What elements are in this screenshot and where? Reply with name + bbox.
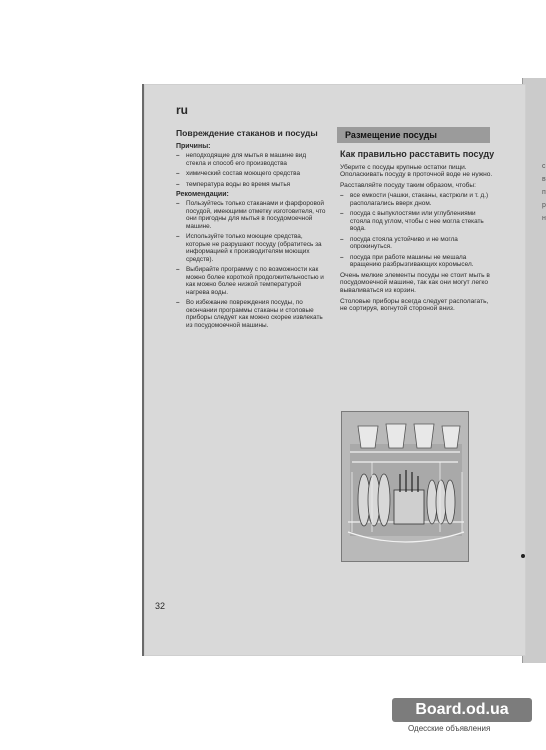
- list-item: – Выбирайте программу с по возможности как можно более короткой продолжительностью и как можно более низкой температурой нагрева воды.: [176, 266, 326, 296]
- list-item: – Пользуйтесь только стаканами и фарфоровой посудой, имеющими отметку изготовителя, что они пригодны для мытья в посудомоечной машине.: [176, 200, 326, 230]
- section-banner: Размещение посуды: [337, 127, 490, 143]
- page-number: 32: [155, 601, 166, 611]
- cutlery-paragraph: Столовые приборы всегда следует располагать, не сортируя, вогнутой стороной вниз.: [340, 297, 489, 313]
- causes-list: [176, 152, 326, 188]
- small-items-paragraph: Очень мелкие элементы посуды не стоит мыть в посудомоечной машине, так как они могут легко вываливаться из корзин.: [340, 271, 490, 294]
- recommendations-list: [176, 200, 326, 329]
- list-item: – посуда стояла устойчиво и не могла опрокинуться.: [340, 236, 497, 251]
- language-code: ru: [176, 103, 188, 117]
- list-item: – температура воды во время мытья: [176, 181, 326, 189]
- list-item: – неподходящие для мытья в машине вид стекла и способ его производства: [176, 152, 326, 167]
- dishwasher-rack-illustration: [341, 411, 469, 562]
- list-item: – химический состав моющего средства: [176, 170, 326, 178]
- edge-letter: р: [542, 202, 546, 209]
- watermark-logo: Board.od.ua: [392, 698, 532, 722]
- list-item: – посуда при работе машины не мешала вращению разбрызгивающих коромысел.: [340, 254, 497, 269]
- section-title-damage: Повреждение стаканов и посуды: [176, 128, 318, 138]
- watermark-subtitle: Одесские объявления: [408, 724, 491, 733]
- list-item: – посуда с выпуклостями или углублениями стояла под углом, чтобы с нее могла стекать вода.: [340, 210, 497, 233]
- intro-paragraph: Расставляйте посуду таким образом, чтобы:: [340, 181, 476, 189]
- page-mark-dot: [521, 554, 525, 558]
- causes-heading: Причины:: [176, 143, 211, 150]
- left-column: [176, 128, 326, 332]
- list-item: – Во избежание повреждения посуды, по окончании программы стаканы и столовые приборы следует как можно скорее извлекать из посудомоечной машины.: [176, 299, 326, 329]
- edge-letter: н: [542, 215, 546, 222]
- edge-letter: в: [542, 176, 546, 183]
- right-column: [337, 127, 497, 316]
- list-item: – все емкости (чашки, стаканы, кастрюли и т. д.) располагались вверх дном.: [340, 192, 497, 207]
- recommendations-heading: Рекомендации:: [176, 191, 229, 198]
- section-title-loading: Как правильно расставить посуду: [340, 149, 495, 159]
- edge-letter: п: [542, 189, 546, 196]
- edge-letter: с: [542, 163, 546, 170]
- list-item: – Используйте только моющие средства, которые не разрушают посуду (обратитесь за информацией к производителям моющих средств).: [176, 233, 326, 263]
- adjacent-page-letters: [542, 160, 546, 225]
- intro-paragraph: Уберите с посуды крупные остатки пищи. Ополаскивать посуду в проточной воде не нужно.: [340, 163, 493, 179]
- loading-rules-list: [340, 192, 497, 269]
